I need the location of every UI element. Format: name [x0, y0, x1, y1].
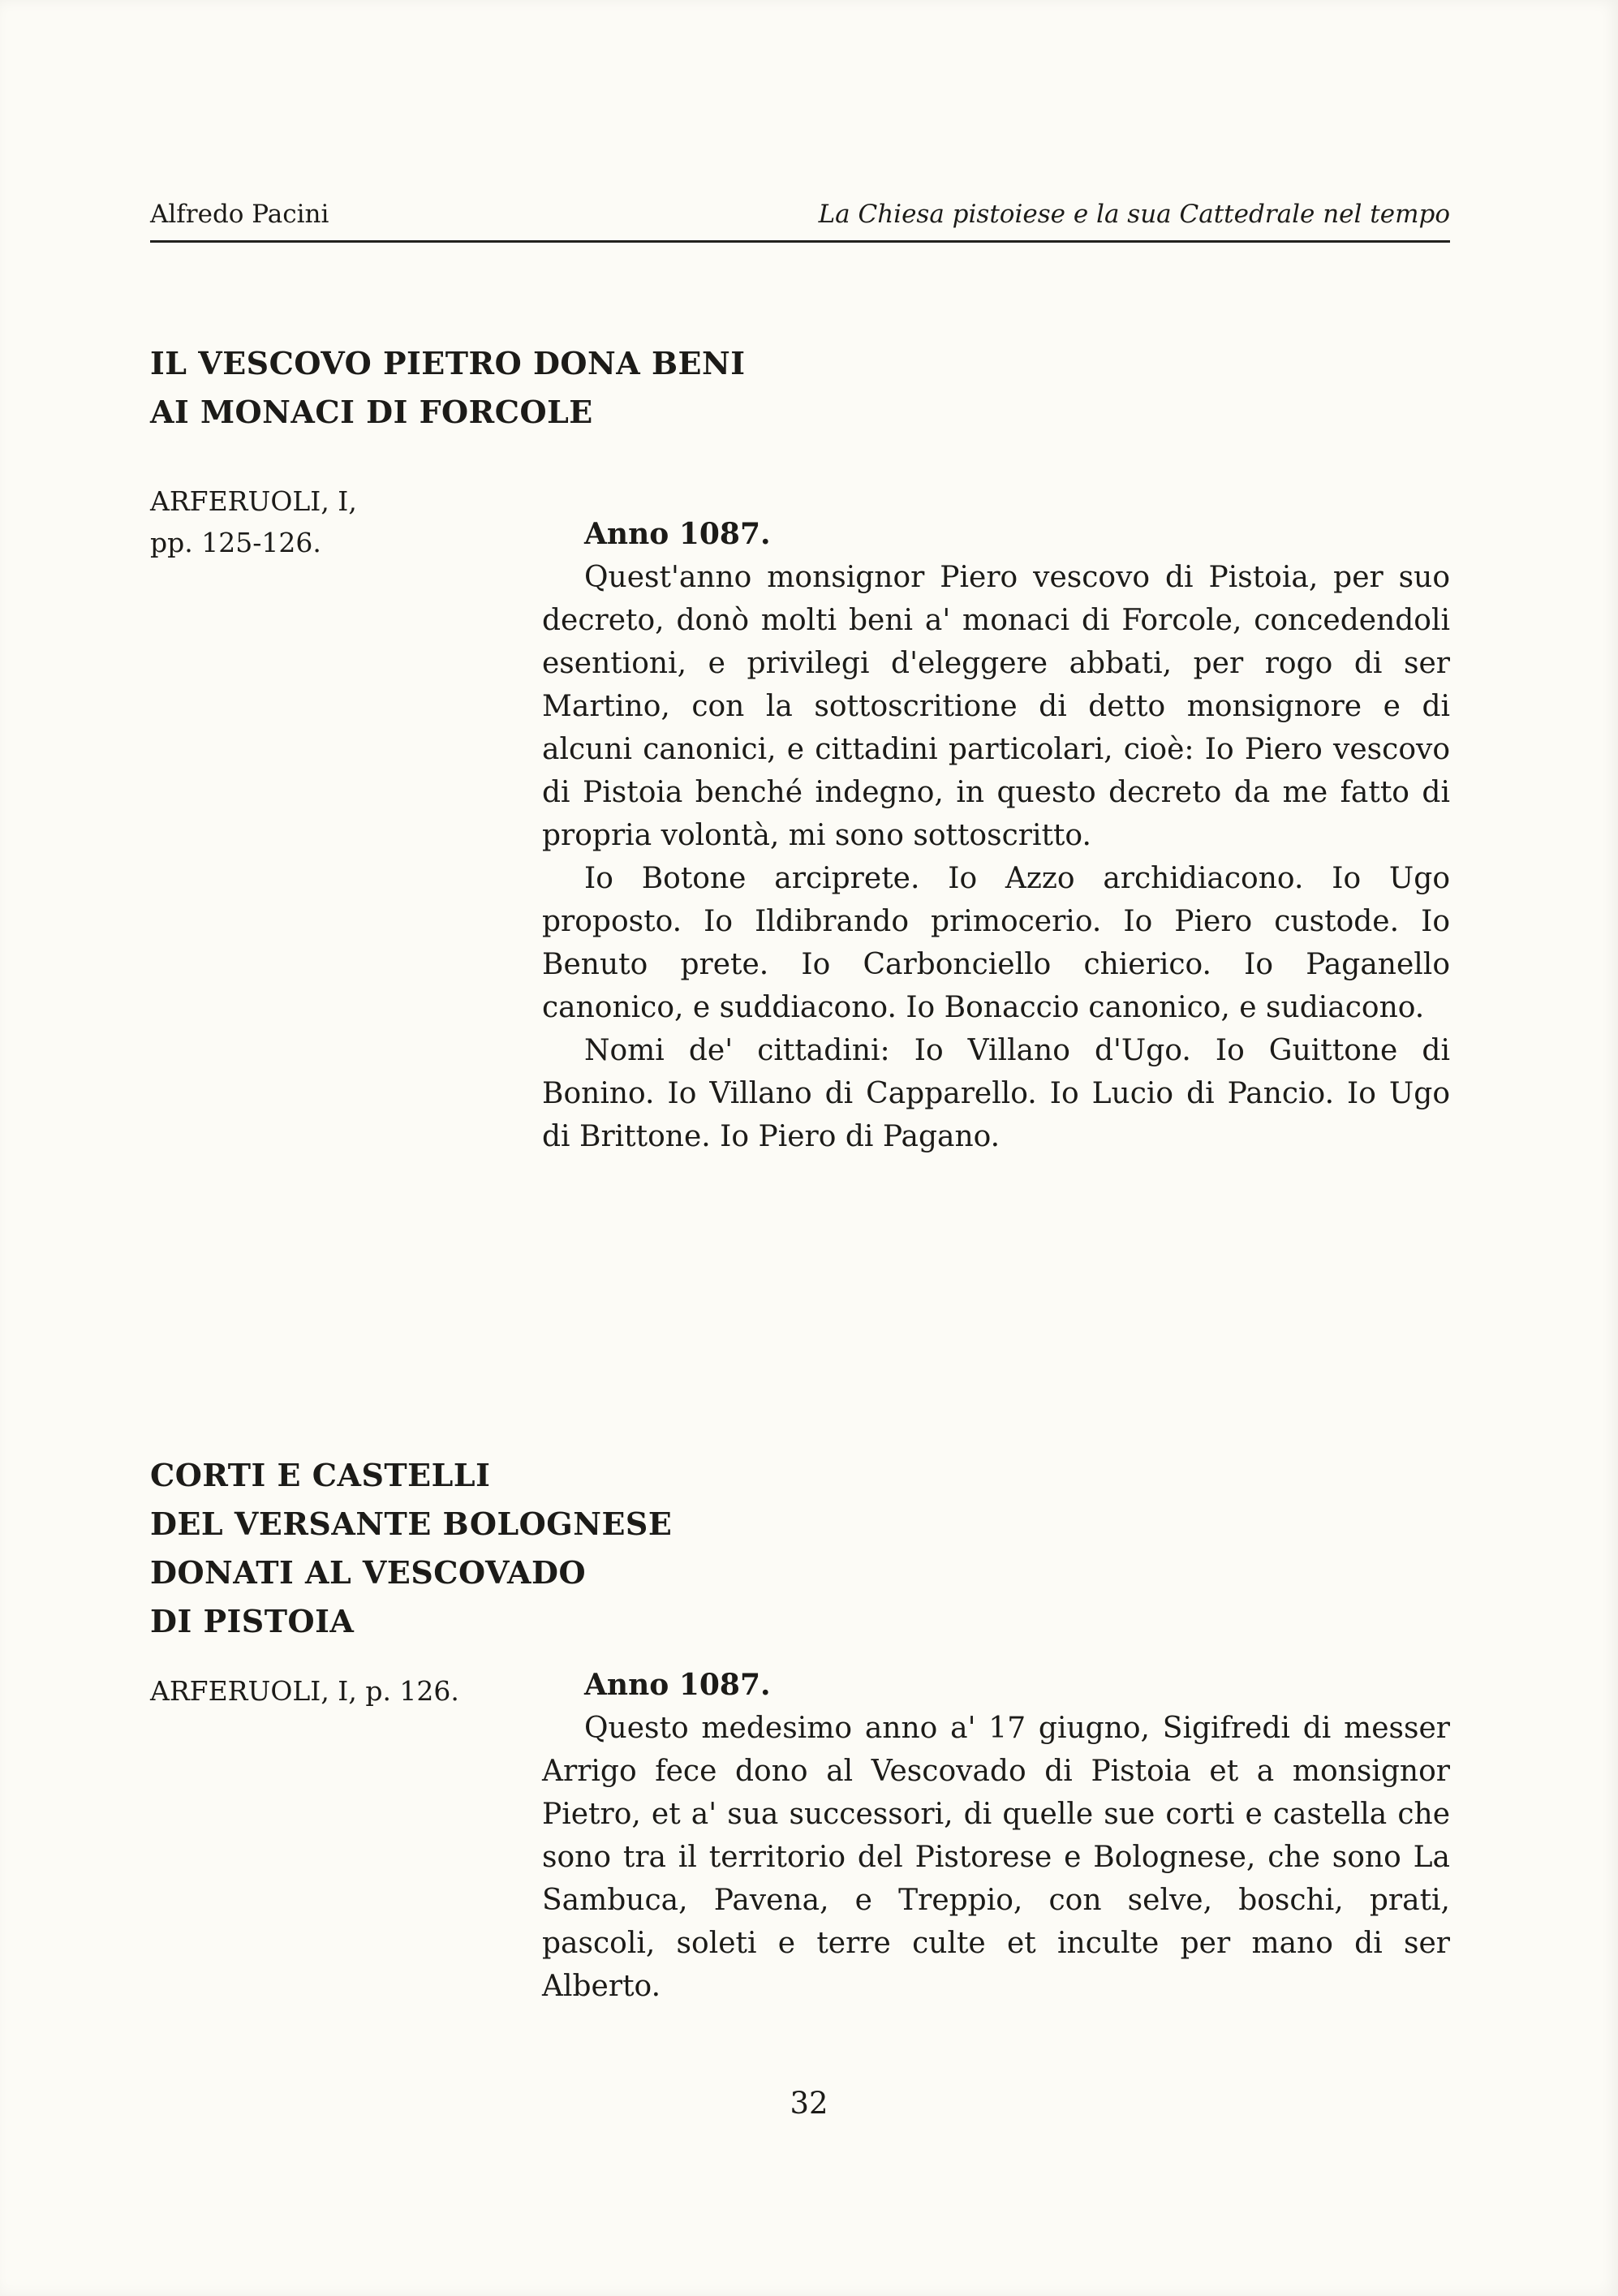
section-1-paragraph-2: Io Botone arciprete. Io Azzo archidiacono. Io Ugo proposto. Io Ildibrando primocerio. Io Piero custode. Io Benuto prete. Io Carbonciello chierico. Io Paganello canonico, e suddiacono. Io Bonaccio canonico, e sudiacono. [542, 862, 1450, 1024]
section-2-title-line-2: DEL VERSANTE BOLOGNESE [150, 1506, 673, 1542]
section-2-source-note [150, 1670, 459, 1712]
section-2-year-heading: Anno 1087. [584, 1668, 771, 1702]
section-1-title [150, 339, 746, 437]
section-1-paragraph-1: Quest'anno monsignor Piero vescovo di Pistoia, per suo decreto, donò molti beni a' monaci di Forcole, concedendoli esentioni, e privilegi d'eleggere abbati, per rogo di ser Martino, con la sottoscritione di detto monsignore e di alcuni canonici, e cittadini particolari, cioè: Io Piero vescovo di Pistoia benché indegno, in questo decreto da me fatto di propria volontà, mi sono sottoscritto. [542, 561, 1450, 852]
header-book-title: La Chiesa pistoiese e la sua Cattedrale nel tempo [818, 200, 1450, 229]
section-1-year-heading: Anno 1087. [584, 517, 771, 551]
section-2-body [542, 1664, 1450, 2008]
section-1-source-line-1: ARFERUOLI, I, [150, 485, 357, 517]
section-2-source-line-1: ARFERUOLI, I, p. 126. [150, 1675, 459, 1707]
section-1-source-note [150, 480, 357, 563]
section-1-paragraph-3: Nomi de' cittadini: Io Villano d'Ugo. Io Guittone di Bonino. Io Villano di Capparello. Io Lucio di Pancio. Io Ugo di Brittone. Io Piero di Pagano. [542, 1034, 1450, 1153]
section-2-title [150, 1451, 672, 1646]
section-1-source-line-2: pp. 125-126. [150, 527, 321, 558]
section-2-title-line-1: CORTI E CASTELLI [150, 1457, 491, 1493]
section-1-title-line-1: IL VESCOVO PIETRO DONA BENI [150, 345, 746, 381]
page-number: 32 [790, 2086, 828, 2121]
page-header [150, 200, 1450, 243]
section-2-title-line-4: DI PISTOIA [150, 1603, 355, 1639]
section-1-body [542, 513, 1450, 1158]
section-2-paragraph-1: Questo medesimo anno a' 17 giugno, Sigifredi di messer Arrigo fece dono al Vescovado di Pistoia et a monsignor Pietro, et a' sua successori, di quelle sue corti e castella che sono tra il territorio del Pistorese e Bolognese, che sono La Sambuca, Pavena, e Treppio, con selve, boschi, prati, pascoli, soleti e terre culte et inculte per mano di ser Alberto. [542, 1712, 1450, 2003]
section-2-title-line-3: DONATI AL VESCOVADO [150, 1554, 587, 1591]
header-author: Alfredo Pacini [150, 200, 329, 229]
section-1-title-line-2: AI MONACI DI FORCOLE [150, 394, 593, 430]
